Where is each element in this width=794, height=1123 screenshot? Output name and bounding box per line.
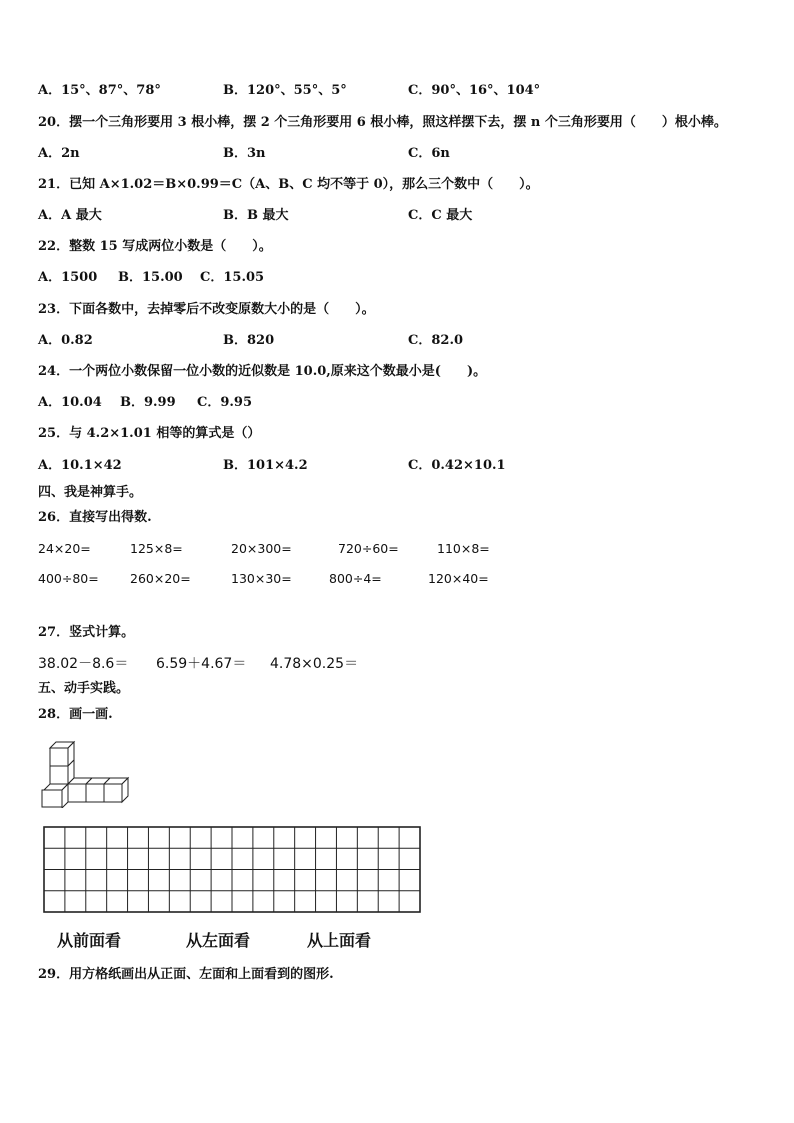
question-21: 21．已知 A×1.02＝B×0.99＝C（A、B、C 均不等于 0），那么三个数中（ ）。 xyxy=(38,177,539,192)
section-4-heading: 四、我是神算手。 xyxy=(38,485,143,500)
q22-option-a: A．1500 xyxy=(38,270,98,285)
question-20: 20．摆一个三角形要用 3 根小棒，摆 2 个三角形要用 6 根小棒，照这样摆下去，摆 n 个三角形要用（ ）根小棒。 xyxy=(38,115,727,130)
q25-option-c: C．0.42×10.1 xyxy=(408,458,506,473)
q21-option-c: C．C 最大 xyxy=(408,208,473,223)
question-24: 24．一个两位小数保留一位小数的近似数是 10.0,原来这个数最小是( )。 xyxy=(38,364,487,379)
q22-option-b: B．15.00 xyxy=(118,270,183,285)
left-view-label: 从左面看 xyxy=(186,931,251,950)
question-26: 26．直接写出得数. xyxy=(38,510,152,525)
q23-option-b: B．820 xyxy=(223,333,275,348)
question-28: 28．画一画. xyxy=(38,707,113,722)
calc-item: 24×20= xyxy=(38,541,91,556)
vertical-calc-item: 38.02－8.6＝ xyxy=(38,656,129,672)
calc-item: 260×20= xyxy=(130,571,191,586)
calc-item: 130×30= xyxy=(231,571,292,586)
question-22: 22．整数 15 写成两位小数是（ ）。 xyxy=(38,239,272,254)
top-view-label: 从上面看 xyxy=(307,931,372,950)
calc-item: 20×300= xyxy=(231,541,292,556)
q23-option-c: C．82.0 xyxy=(408,333,464,348)
q19-option-c: C．90°、16°、104° xyxy=(408,83,541,98)
grid-paper xyxy=(43,826,421,913)
vertical-calc-item: 6.59＋4.67＝ xyxy=(156,656,247,672)
q24-option-a: A．10.04 xyxy=(38,395,102,410)
q24-option-c: C．9.95 xyxy=(197,395,253,410)
calc-item: 720÷60= xyxy=(338,541,399,556)
q22-option-c: C．15.05 xyxy=(200,270,265,285)
vertical-calc-item: 4.78×0.25＝ xyxy=(270,656,359,672)
q20-option-c: C．6n xyxy=(408,146,450,161)
q19-option-b: B．120°、55°、5° xyxy=(223,83,347,98)
cube-stack-figure xyxy=(38,738,134,808)
q21-option-b: B．B 最大 xyxy=(223,208,289,223)
q19-option-a: A．15°、87°、78° xyxy=(38,83,161,98)
q25-option-a: A．10.1×42 xyxy=(38,458,122,473)
q20-option-a: A．2n xyxy=(38,146,80,161)
calc-item: 400÷80= xyxy=(38,571,99,586)
q20-option-b: B．3n xyxy=(223,146,266,161)
q25-option-b: B．101×4.2 xyxy=(223,458,308,473)
question-23: 23．下面各数中，去掉零后不改变原数大小的是（ ）。 xyxy=(38,302,375,317)
q21-option-a: A．A 最大 xyxy=(38,208,102,223)
question-25: 25．与 4.2×1.01 相等的算式是（） xyxy=(38,426,261,441)
front-view-label: 从前面看 xyxy=(57,931,122,950)
calc-item: 110×8= xyxy=(437,541,490,556)
question-27: 27．竖式计算。 xyxy=(38,625,135,640)
q23-option-a: A．0.82 xyxy=(38,333,93,348)
question-29: 29．用方格纸画出从正面、左面和上面看到的图形. xyxy=(38,967,334,982)
calc-item: 120×40= xyxy=(428,571,489,586)
calc-item: 125×8= xyxy=(130,541,183,556)
section-5-heading: 五、动手实践。 xyxy=(38,681,130,696)
q24-option-b: B．9.99 xyxy=(120,395,176,410)
calc-item: 800÷4= xyxy=(329,571,382,586)
